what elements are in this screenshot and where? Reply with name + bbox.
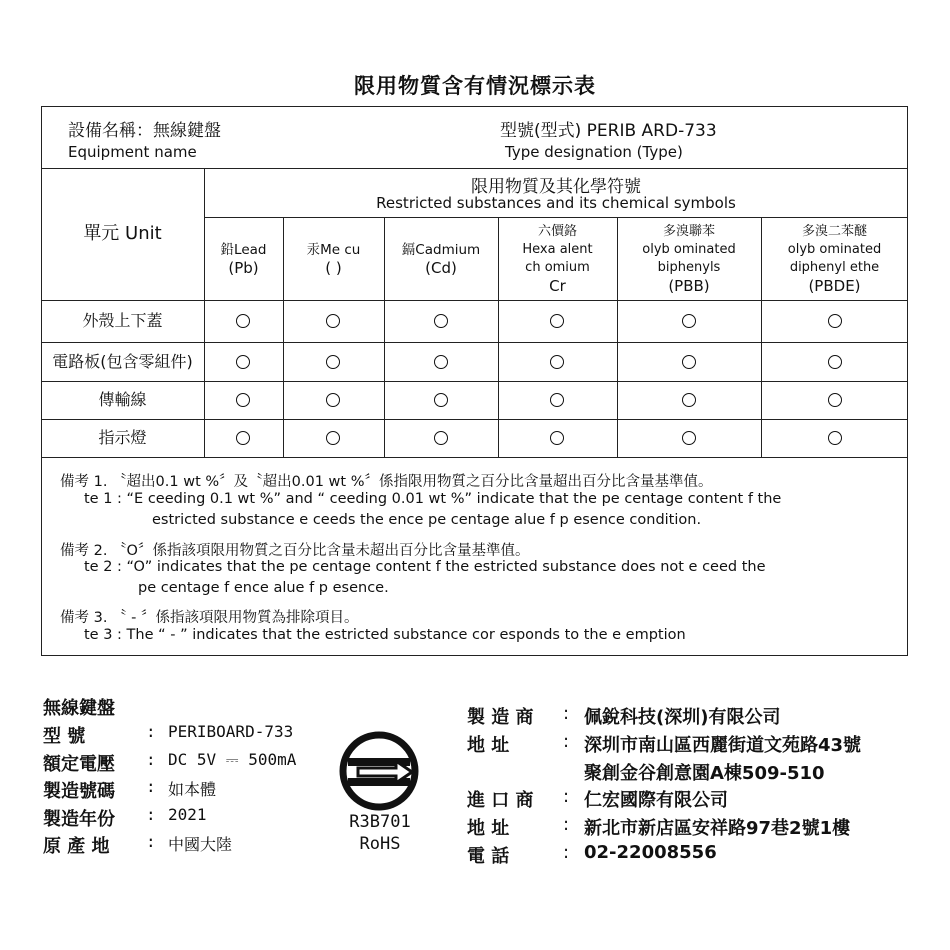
column-header-line: olyb ominated <box>642 242 736 257</box>
spec-colon: : <box>146 832 156 851</box>
company-colon: : <box>563 842 570 863</box>
spec-label: 型 號 <box>43 726 86 747</box>
column-header-line: (Pb) <box>228 259 259 277</box>
bsmi-mark-icon <box>336 728 422 814</box>
table-rule <box>41 457 908 458</box>
company-value: 新北市新店區安祥路97巷2號1樓 <box>584 818 851 840</box>
restricted-header-zh: 限用物質及其化學符號 <box>471 177 641 197</box>
compliance-circle-icon <box>326 355 340 369</box>
column-header-5 <box>761 220 908 298</box>
compliance-circle-icon <box>326 431 340 445</box>
spec-colon: : <box>146 804 156 824</box>
compliance-circle-icon <box>236 431 250 445</box>
company-colon: : <box>563 786 570 808</box>
company-colon: : <box>563 730 570 752</box>
column-header-line: 鎘Cadmium <box>401 242 481 258</box>
spec-colon: : <box>146 777 156 796</box>
bsmi-code: R3B701 <box>349 812 411 832</box>
spec-value: 2021 <box>168 804 207 824</box>
company-label: 地 址 <box>467 818 510 840</box>
restricted-header-en: Restricted substances and its chemical symbols <box>376 194 736 212</box>
company-label: 地 址 <box>467 734 510 756</box>
spec-colon: : <box>146 722 156 741</box>
note-2-zh: 備考 2. 〝O〞係指該項限用物質之百分比含量未超出百分比含量基準值。 <box>60 543 530 559</box>
column-header-line: biphenyls <box>657 260 721 275</box>
note-3-en: te 3 : The “ - ” indicates that the estricted substance cor esponds to the e emption <box>84 627 686 643</box>
table-rule <box>204 217 908 218</box>
equipment-name-en: Equipment name <box>68 143 197 161</box>
column-header-line: 多溴二苯醚 <box>801 224 867 239</box>
compliance-circle-icon <box>682 314 696 328</box>
company-value: 深圳市南山區西麗街道文苑路43號 <box>584 734 862 756</box>
company-value: 聚創金谷創意園A棟509-510 <box>584 762 825 784</box>
equipment-name-zh: 設備名稱：無線鍵盤 <box>68 121 221 141</box>
column-header-line: (PBDE) <box>808 277 861 295</box>
column-header-line: 鉛Lead <box>220 242 267 258</box>
note-2-en-line1: te 2 : “O” indicates that the pe centage content f the estricted substance does not e ceed the <box>84 559 766 575</box>
column-header-line: (PBB) <box>668 277 710 295</box>
row-label: 傳輸線 <box>98 390 147 409</box>
column-header-line: olyb ominated <box>787 242 882 257</box>
compliance-circle-icon <box>550 314 564 328</box>
compliance-circle-icon <box>326 314 340 328</box>
compliance-circle-icon <box>550 393 564 407</box>
spec-value: PERIBOARD-733 <box>168 722 294 741</box>
spec-value: DC 5V ⎓ 500mA <box>168 749 297 769</box>
note-3-zh: 備考 3. 〝 - 〞係指該項限用物質為排除項目。 <box>60 610 359 626</box>
rohs-label: RoHS <box>359 834 401 854</box>
spec-value: 如本體 <box>168 780 217 799</box>
product-heading: 無線鍵盤 <box>43 698 115 719</box>
column-header-line: Cr <box>549 277 566 295</box>
column-header-3 <box>498 220 617 298</box>
compliance-circle-icon <box>236 314 250 328</box>
compliance-circle-icon <box>434 393 448 407</box>
spec-label: 額定電壓 <box>43 753 115 775</box>
company-label: 製 造 商 <box>467 707 534 728</box>
column-header-line: diphenyl ethe <box>789 260 880 275</box>
column-header-1 <box>283 220 384 298</box>
company-colon: : <box>563 814 570 836</box>
column-header-line: ( ) <box>325 259 342 277</box>
note-1-en-line1: te 1 : “E ceeding 0.1 wt %” and “ ceeding 0.01 wt %” indicate that the pe centage content f the <box>84 491 782 507</box>
column-header-line: Hexa alent <box>522 242 593 257</box>
compliance-circle-icon <box>434 314 448 328</box>
note-2-en-line2: pe centage f ence alue f p esence. <box>138 580 389 596</box>
row-label: 外殼上下蓋 <box>82 311 163 330</box>
note-1-en-line2: estricted substance e ceeds the ence pe centage alue f p esence condition. <box>152 512 702 528</box>
row-label: 電路板(包含零組件) <box>52 351 193 371</box>
column-header-4 <box>617 220 761 298</box>
company-colon: : <box>563 703 570 724</box>
column-header-line: ch omium <box>525 260 590 275</box>
compliance-circle-icon <box>828 393 842 407</box>
compliance-circle-icon <box>828 355 842 369</box>
compliance-circle-icon <box>236 393 250 407</box>
compliance-circle-icon <box>434 355 448 369</box>
compliance-circle-icon <box>828 314 842 328</box>
compliance-circle-icon <box>236 355 250 369</box>
company-label: 進 口 商 <box>467 790 534 812</box>
company-value: 仁宏國際有限公司 <box>584 790 728 812</box>
column-header-2 <box>384 220 498 298</box>
company-value: 02-22008556 <box>584 842 717 863</box>
page-title: 限用物質含有情況標示表 <box>354 74 596 98</box>
type-designation-zh: 型號(型式) PERIB ARD-733 <box>500 121 717 141</box>
column-header-line: 六價鉻 <box>537 224 577 239</box>
spec-label: 製造號碼 <box>43 781 115 802</box>
column-header-line: 多溴聯苯 <box>662 224 715 239</box>
row-label: 指示燈 <box>98 428 147 447</box>
compliance-circle-icon <box>682 355 696 369</box>
spec-label: 製造年份 <box>43 808 115 830</box>
compliance-circle-icon <box>550 431 564 445</box>
column-header-line: 汞Me cu <box>306 242 361 258</box>
column-header-line: (Cd) <box>425 259 457 277</box>
compliance-circle-icon <box>434 431 448 445</box>
compliance-circle-icon <box>326 393 340 407</box>
unit-header: 單元 Unit <box>83 223 162 244</box>
compliance-circle-icon <box>682 431 696 445</box>
spec-label: 原 產 地 <box>43 836 110 857</box>
company-value: 佩銳科技(深圳)有限公司 <box>584 707 781 728</box>
spec-value: 中國大陸 <box>168 835 233 854</box>
compliance-circle-icon <box>828 431 842 445</box>
compliance-circle-icon <box>682 393 696 407</box>
column-header-0 <box>204 220 283 298</box>
compliance-circle-icon <box>550 355 564 369</box>
type-designation-en: Type designation (Type) <box>505 143 683 161</box>
spec-colon: : <box>146 749 156 769</box>
note-1-zh: 備考 1. 〝超出0.1 wt %〞及〝超出0.01 wt %〞係指限用物質之百分比含量超出百分比含量基準值。 <box>60 474 713 490</box>
company-label: 電 話 <box>467 846 510 867</box>
